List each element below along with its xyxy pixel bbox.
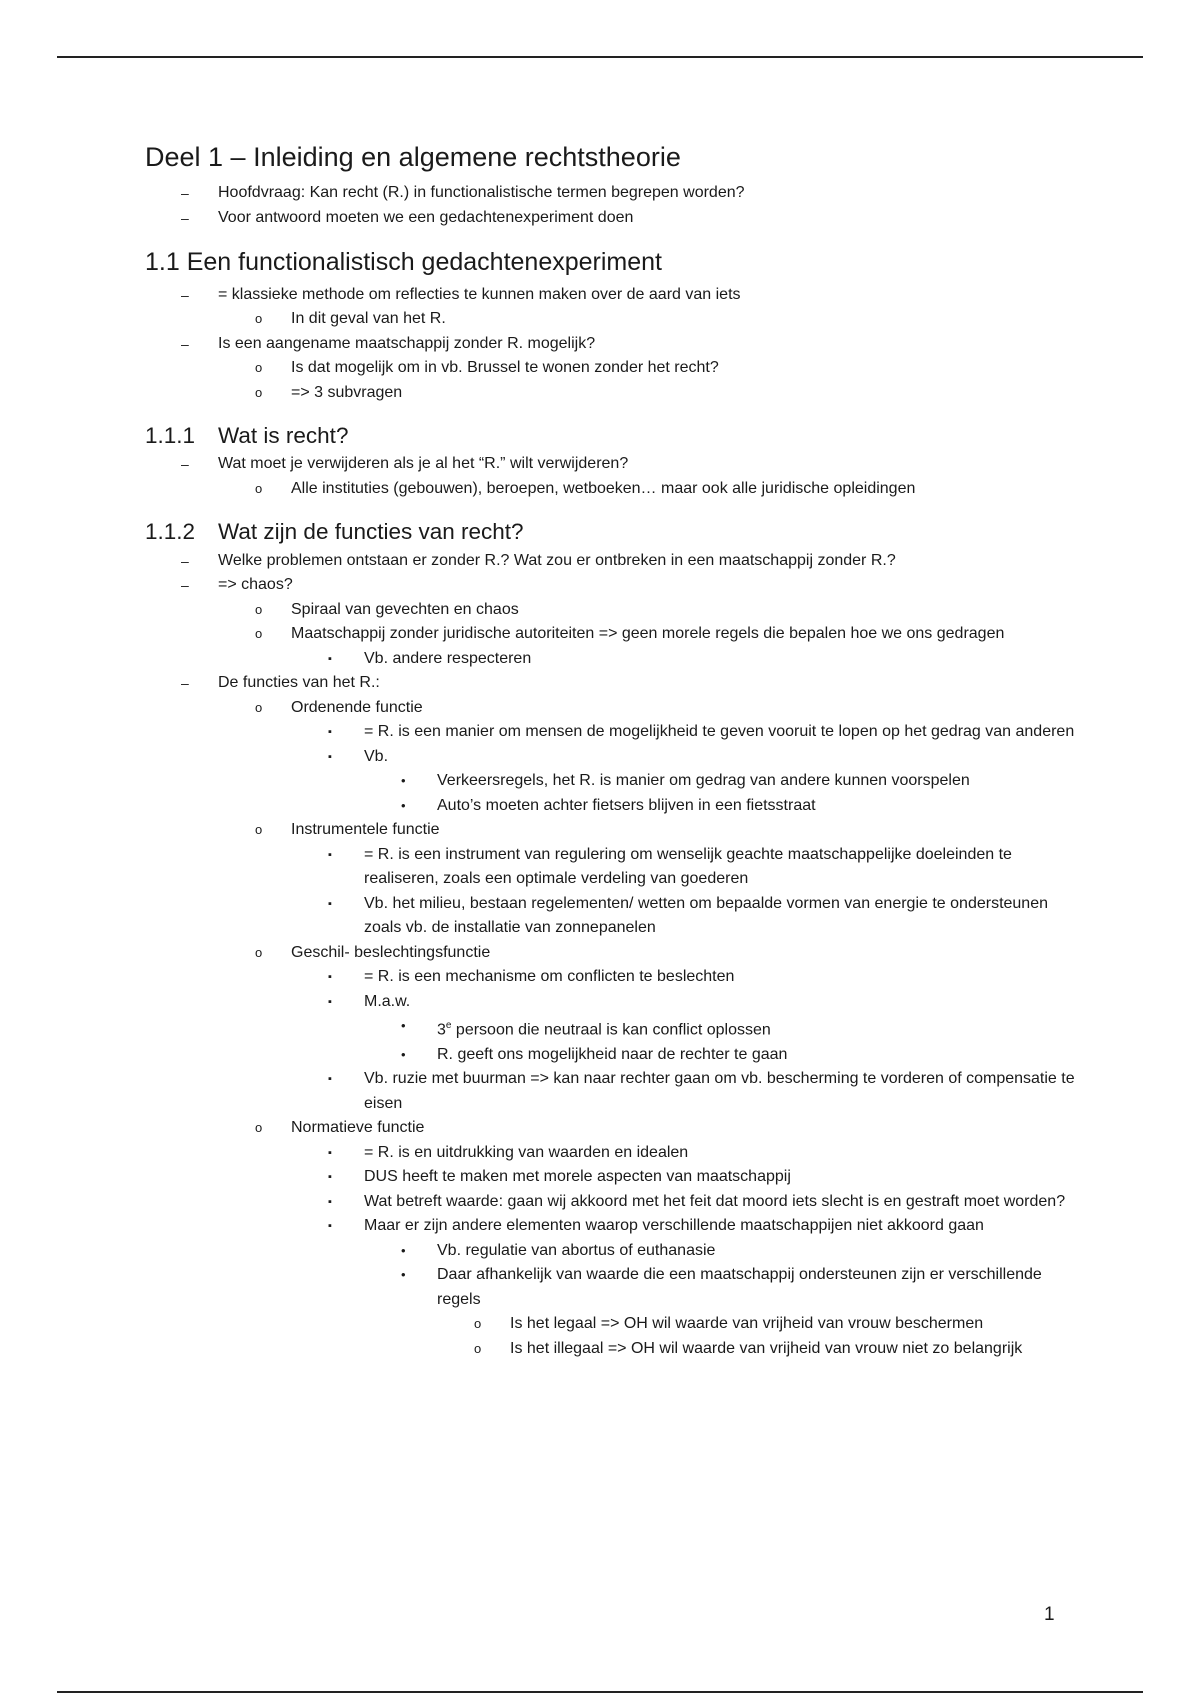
circle-bullet: o: [474, 1340, 482, 1356]
list-item: – => chaos?: [145, 573, 1085, 598]
section-heading-1-1-2: 1.1.2 Wat zijn de functies van recht?: [145, 519, 524, 545]
circle-bullet: o: [255, 360, 263, 376]
list-item: ▪ Vb. ruzie met buurman => kan naar rechter gaan om vb. bescherming te vorderen of compensatie te eisen: [145, 1067, 1085, 1116]
list-item: • Daar afhankelijk van waarde die een maatschappij ondersteunen zijn er verschillende regels: [145, 1263, 1085, 1312]
section-heading-1-1: 1.1 Een functionalistisch gedachtenexperiment: [145, 248, 662, 277]
square-bullet: ▪: [328, 1220, 332, 1233]
page-number: 1: [1044, 1604, 1055, 1625]
list-item: • Vb. regulatie van abortus of euthanasie: [145, 1239, 1085, 1264]
dash-bullet: –: [181, 577, 189, 594]
part-heading: Deel 1 – Inleiding en algemene rechtstheorie: [145, 142, 681, 172]
dash-bullet: –: [181, 286, 189, 303]
list-item: o Geschil- beslechtingsfunctie: [145, 941, 1085, 966]
list-item: • 3e persoon die neutraal is kan conflict oplossen: [145, 1014, 1085, 1043]
dot-bullet: •: [401, 1267, 406, 1283]
list-item: o => 3 subvragen: [145, 381, 1085, 406]
circle-bullet: o: [255, 699, 263, 715]
square-bullet: ▪: [328, 897, 332, 910]
list-item: o Alle instituties (gebouwen), beroepen, wetboeken… maar ook alle juridische opleidingen: [145, 477, 1085, 502]
dash-bullet: –: [181, 335, 189, 352]
list-item: o In dit geval van het R.: [145, 307, 1085, 332]
square-bullet: ▪: [328, 1146, 332, 1159]
intro-list: [145, 181, 1085, 230]
circle-bullet: o: [255, 1120, 263, 1136]
dash-bullet: –: [181, 675, 189, 692]
list-item: – = klassieke methode om reflecties te kunnen maken over de aard van iets: [145, 283, 1085, 308]
list-item: – Wat moet je verwijderen als je al het “R.” wilt verwijderen?: [145, 452, 1085, 477]
square-bullet: ▪: [328, 1073, 332, 1086]
document-body: [145, 140, 1085, 1361]
circle-bullet: o: [255, 944, 263, 960]
list-item: ▪ = R. is en uitdrukking van waarden en idealen: [145, 1141, 1085, 1166]
dash-bullet: –: [181, 456, 189, 473]
dot-bullet: •: [401, 1242, 406, 1258]
list-item: – Welke problemen ontstaan er zonder R.? Wat zou er ontbreken in een maatschappij zonder R.?: [145, 549, 1085, 574]
circle-bullet: o: [255, 480, 263, 496]
circle-bullet: o: [255, 311, 263, 327]
list-item: – De functies van het R.:: [145, 671, 1085, 696]
list-item: ▪ Vb. andere respecteren: [145, 647, 1085, 672]
circle-bullet: o: [255, 384, 263, 400]
list-item: o Instrumentele functie: [145, 818, 1085, 843]
list-item: ▪ = R. is een mechanisme om conflicten te beslechten: [145, 965, 1085, 990]
list-item: ▪ = R. is een instrument van regulering om wenselijk geachte maatschappelijke doeleinden te realiseren, zoals een optimale verdeling van goederen: [145, 843, 1085, 892]
square-bullet: ▪: [328, 726, 332, 739]
list-item: • Verkeersregels, het R. is manier om gedrag van andere kunnen voorspelen: [145, 769, 1085, 794]
header-rule: [57, 56, 1143, 58]
square-bullet: ▪: [328, 971, 332, 984]
dot-bullet: •: [401, 1018, 406, 1034]
list-item: – Is een aangename maatschappij zonder R. mogelijk?: [145, 332, 1085, 357]
dash-bullet: –: [181, 209, 189, 226]
square-bullet: ▪: [328, 750, 332, 763]
dot-bullet: •: [401, 1046, 406, 1062]
list-item: • Auto’s moeten achter fietsers blijven in een fietsstraat: [145, 794, 1085, 819]
dash-bullet: –: [181, 552, 189, 569]
dot-bullet: •: [401, 797, 406, 813]
square-bullet: ▪: [328, 1195, 332, 1208]
list-item: ▪ Wat betreft waarde: gaan wij akkoord met het feit dat moord iets slecht is en gestraft moet worden?: [145, 1190, 1085, 1215]
circle-bullet: o: [255, 822, 263, 838]
circle-bullet: o: [255, 626, 263, 642]
section-1-1-2-list: [145, 549, 1085, 1362]
list-item: • R. geeft ons mogelijkheid naar de rechter te gaan: [145, 1043, 1085, 1068]
square-bullet: ▪: [328, 848, 332, 861]
list-item: o Is het illegaal => OH wil waarde van vrijheid van vrouw niet zo belangrijk: [145, 1337, 1085, 1362]
section-1-1-list: [145, 283, 1085, 406]
square-bullet: ▪: [328, 995, 332, 1008]
list-item: – Voor antwoord moeten we een gedachtenexperiment doen: [145, 206, 1085, 231]
list-item: ▪ Maar er zijn andere elementen waarop verschillende maatschappijen niet akkoord gaan: [145, 1214, 1085, 1239]
circle-bullet: o: [255, 601, 263, 617]
circle-bullet: o: [474, 1316, 482, 1332]
list-item: o Is dat mogelijk om in vb. Brussel te wonen zonder het recht?: [145, 356, 1085, 381]
list-item: – Hoofdvraag: Kan recht (R.) in functionalistische termen begrepen worden?: [145, 181, 1085, 206]
dash-bullet: –: [181, 185, 189, 202]
list-item: o Ordenende functie: [145, 696, 1085, 721]
section-1-1-1-list: [145, 452, 1085, 501]
list-item: o Is het legaal => OH wil waarde van vrijheid van vrouw beschermen: [145, 1312, 1085, 1337]
list-item: ▪ DUS heeft te maken met morele aspecten van maatschappij: [145, 1165, 1085, 1190]
section-heading-1-1-1: 1.1.1 Wat is recht?: [145, 423, 349, 449]
square-bullet: ▪: [328, 652, 332, 665]
list-item: ▪ M.a.w.: [145, 990, 1085, 1015]
list-item: o Spiraal van gevechten en chaos: [145, 598, 1085, 623]
list-item: ▪ Vb. het milieu, bestaan regelementen/ wetten om bepaalde vormen van energie te ondersteunen zoals vb. de installatie van zonnepanelen: [145, 892, 1085, 941]
list-item: o Maatschappij zonder juridische autoriteiten => geen morele regels die bepalen hoe we ons gedragen: [145, 622, 1085, 647]
list-item: ▪ = R. is een manier om mensen de mogelijkheid te geven vooruit te lopen op het gedrag van anderen: [145, 720, 1085, 745]
footer-rule: [57, 1691, 1143, 1693]
list-item: o Normatieve functie: [145, 1116, 1085, 1141]
list-item: ▪ Vb.: [145, 745, 1085, 770]
dot-bullet: •: [401, 773, 406, 789]
square-bullet: ▪: [328, 1171, 332, 1184]
